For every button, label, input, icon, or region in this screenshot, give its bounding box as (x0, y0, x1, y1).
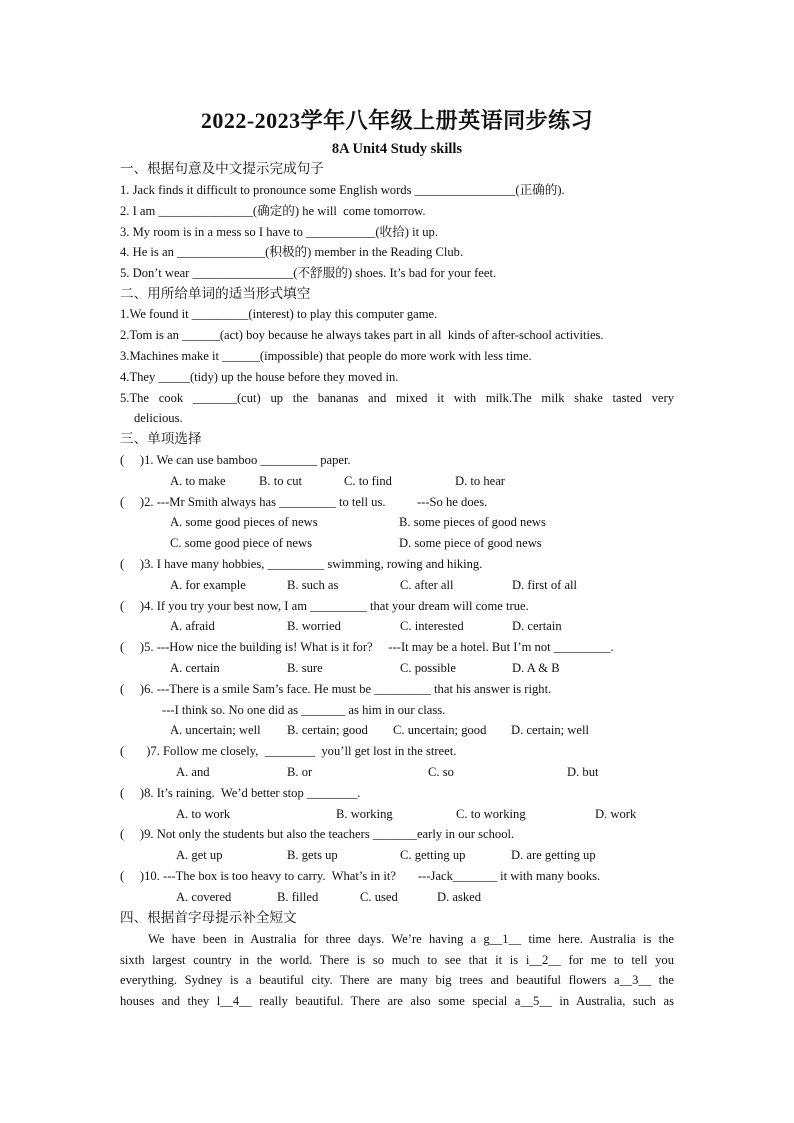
q4-option-a: A. afraid (170, 619, 215, 633)
passage-line-2: sixth largest country in the world. There is so much to see that it is i__2__ for me to tell you (120, 953, 674, 967)
s1-item-2: 2. I am _______________(确定的) he will come tomorrow. (120, 204, 426, 218)
mcq-question-6: ( )6. ---There is a smile Sam’s face. He must be _________ that his answer is right. (120, 682, 552, 696)
s1-item-5: 5. Don’t wear ________________(不舒服的) shoes. It’s bad for your feet. (120, 266, 497, 280)
q6-option-b: B. certain; good (287, 723, 368, 737)
s1-item-1: 1. Jack finds it difficult to pronounce some English words ________________(正确的). (120, 183, 565, 197)
q7-option-a: A. and (176, 765, 210, 779)
s2-item-3: 3.Machines make it ______(impossible) that people do more work with less time. (120, 349, 532, 363)
q2-option-b: B. some pieces of good news (399, 515, 546, 529)
q10-option-d: D. asked (437, 890, 482, 904)
q6-option-a: A. uncertain; well (170, 723, 261, 737)
q9-option-a: A. get up (176, 848, 223, 862)
passage-line-1: We have been in Australia for three days. We’re having a g__1__ time here. Australia is the (148, 932, 674, 946)
q4-option-c: C. interested (400, 619, 464, 633)
q6-reply: ---I think so. No one did as _______ as him in our class. (162, 703, 446, 717)
page-subtitle: 8A Unit4 Study skills (331, 141, 463, 157)
mcq-question-9: ( )9. Not only the students but also the teachers _______early in our school. (120, 827, 515, 841)
q5-option-d: D. A & B (512, 661, 560, 675)
q3-option-b: B. such as (287, 578, 339, 592)
q8-option-b: B. working (336, 807, 393, 821)
s1-item-3: 3. My room is in a mess so I have to ___________(收拾) it up. (120, 225, 438, 239)
q9-option-d: D. are getting up (511, 848, 596, 862)
q8-option-a: A. to work (176, 807, 231, 821)
q4-option-b: B. worried (287, 619, 341, 633)
q8-option-d: D. work (595, 807, 637, 821)
s2-item-4: 4.They _____(tidy) up the house before they moved in. (120, 370, 399, 384)
q6-option-c: C. uncertain; good (393, 723, 487, 737)
mcq-question-4: ( )4. If you try your best now, I am _________ that your dream will come true. (120, 599, 529, 613)
q9-option-c: C. getting up (400, 848, 466, 862)
q7-option-c: C. so (428, 765, 454, 779)
mcq-question-5: ( )5. ---How nice the building is! What is it for? ---It may be a hotel. But I’m not _________. (120, 640, 614, 654)
q1-option-b: B. to cut (259, 474, 303, 488)
q3-option-d: D. first of all (512, 578, 578, 592)
passage-line-3: everything. Sydney is a beautiful city. There are many big trees and beautiful flowers a__3__ the (120, 973, 674, 987)
q9-option-b: B. gets up (287, 848, 338, 862)
s2-item-1: 1.We found it _________(interest) to play this computer game. (120, 307, 438, 321)
mcq-question-7: ( )7. Follow me closely, ________ you’ll get lost in the street. (120, 744, 457, 758)
q7-option-d: D. but (567, 765, 599, 779)
q4-option-d: D. certain (512, 619, 562, 633)
q3-option-a: A. for example (170, 578, 246, 592)
mcq-question-2: ( )2. ---Mr Smith always has _________ to tell us. ---So he does. (120, 495, 488, 509)
q10-option-b: B. filled (277, 890, 319, 904)
mcq-question-1: ( )1. We can use bamboo _________ paper. (120, 453, 351, 467)
q10-option-a: A. covered (176, 890, 232, 904)
mcq-question-10: ( )10. ---The box is too heavy to carry. What’s in it? ---Jack_______ it with many books. (120, 869, 601, 883)
q2-option-c: C. some good piece of news (170, 536, 312, 550)
s1-item-4: 4. He is an ______________(积极的) member in the Reading Club. (120, 245, 464, 259)
q6-option-d: D. certain; well (511, 723, 589, 737)
s2-item-2: 2.Tom is an ______(act) boy because he always takes part in all kinds of after-school activities. (120, 328, 604, 342)
q5-option-c: C. possible (400, 661, 456, 675)
q1-option-c: C. to find (344, 474, 392, 488)
q1-option-d: D. to hear (455, 474, 506, 488)
section-2-heading: 二、用所给单词的适当形式填空 (120, 286, 311, 301)
s2-item-5-cont: delicious. (134, 411, 183, 425)
section-1-heading: 一、根据句意及中文提示完成句子 (120, 161, 324, 176)
q3-option-c: C. after all (400, 578, 454, 592)
q2-option-a: A. some good pieces of news (170, 515, 318, 529)
section-4-heading: 四、根据首字母提示补全短文 (120, 910, 297, 925)
q7-option-b: B. or (287, 765, 313, 779)
q5-option-b: B. sure (287, 661, 323, 675)
q10-option-c: C. used (360, 890, 398, 904)
s2-item-5: 5.The cook _______(cut) up the bananas and mixed it with milk.The milk shake tasted very (120, 391, 674, 405)
passage-line-4: houses and they l__4__ really beautiful. There are also some special a__5__ in Australia, such as (120, 994, 674, 1008)
q5-option-a: A. certain (170, 661, 220, 675)
mcq-question-8: ( )8. It’s raining. We’d better stop ________. (120, 786, 361, 800)
section-3-heading: 三、单项选择 (120, 431, 202, 446)
q2-option-d: D. some piece of good news (399, 536, 542, 550)
q1-option-a: A. to make (170, 474, 226, 488)
mcq-question-3: ( )3. I have many hobbies, _________ swimming, rowing and hiking. (120, 557, 483, 571)
q8-option-c: C. to working (456, 807, 526, 821)
page-title: 2022-2023学年八年级上册英语同步练习 (200, 108, 594, 133)
